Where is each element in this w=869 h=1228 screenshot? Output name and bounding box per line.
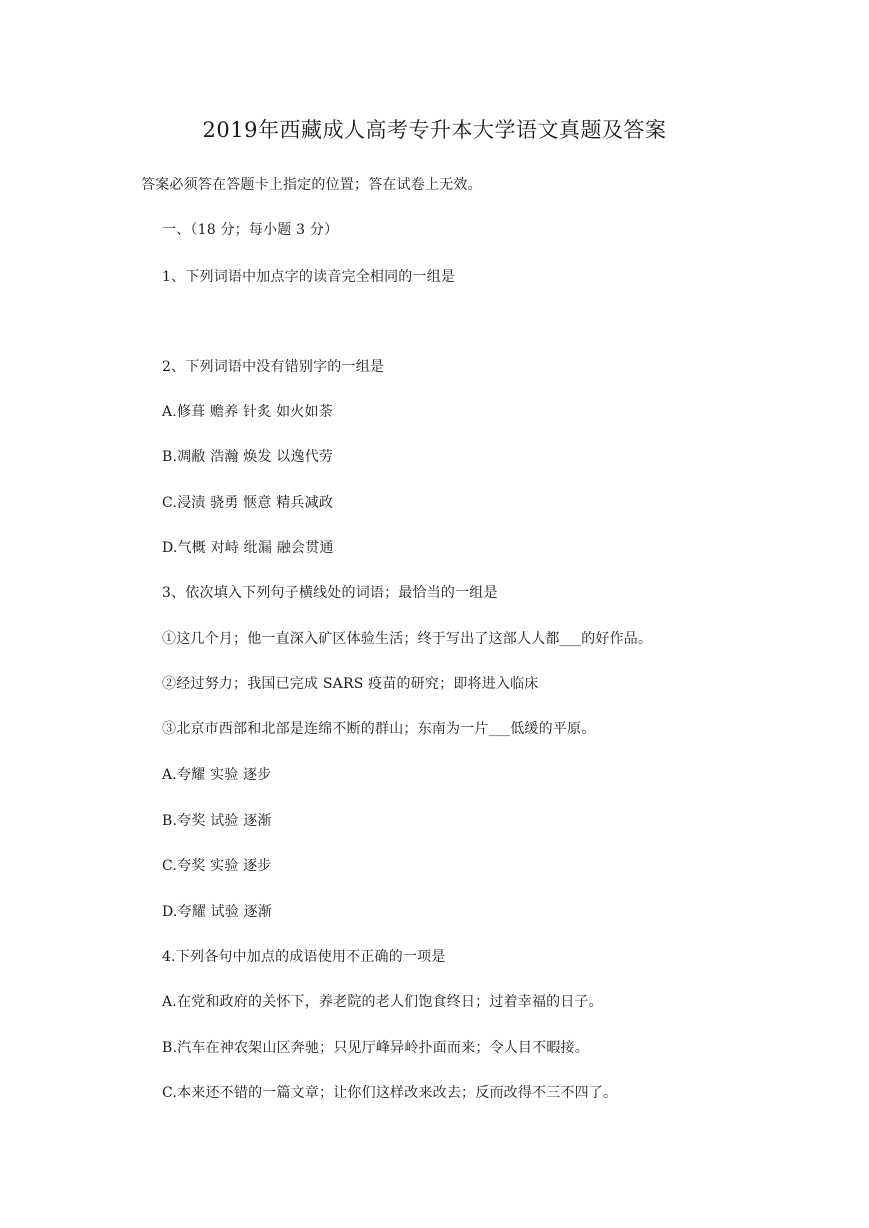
question-2-option-d: D.气概 对峙 纰漏 融会贯通 [162,540,334,556]
question-3-sentence-1: ①这几个月；他一直深入矿区体验生活；终于写出了这部人人都___的好作品。 [162,631,653,647]
section-heading: 一、（18 分；每小题 3 分） [162,222,339,238]
question-2-option-b: B.凋敝 浩瀚 焕发 以逸代劳 [162,449,334,465]
question-1-stem: 1、下列词语中加点字的读音完全相同的一组是 [162,269,456,285]
question-2-option-a: A.修葺 赡养 针炙 如火如荼 [162,404,333,420]
question-3-sentence-2: ②经过努力；我国已完成 SARS 疫苗的研究；即将进入临床 [162,676,539,692]
question-3-option-b: B.夸奖 试验 逐渐 [162,813,272,829]
question-3-option-c: C.夸奖 实验 逐步 [162,858,272,874]
question-4-stem: 4.下列各句中加点的成语使用不正确的一项是 [162,949,446,965]
question-3-sentence-3: ③北京市西部和北部是连绵不断的群山；东南为一片___低缓的平原。 [162,721,596,737]
question-4-option-a: A.在党和政府的关怀下，养老院的老人们饱食终日；过着幸福的日子。 [162,994,603,1010]
question-2-option-c: C.浸渍 骁勇 惬意 精兵减政 [162,495,334,511]
question-4-option-c: C.本来还不错的一篇文章；让你们这样改来改去；反而改得不三不四了。 [162,1085,618,1101]
question-2-stem: 2、下列词语中没有错别字的一组是 [162,359,385,375]
question-3-stem: 3、依次填入下列句子横线处的词语；最恰当的一组是 [162,585,498,601]
page-title: 2019年西藏成人高考专升本大学语文真题及答案 [202,118,667,142]
question-3-option-a: A.夸耀 实验 逐步 [162,767,272,783]
instruction-text: 答案必须答在答题卡上指定的位置；答在试卷上无效。 [141,177,482,193]
question-3-option-d: D.夸耀 试验 逐渐 [162,904,273,920]
question-4-option-b: B.汽车在神农架山区奔驰；只见厅峰异岭扑面而来；令人目不暇接。 [162,1040,589,1056]
